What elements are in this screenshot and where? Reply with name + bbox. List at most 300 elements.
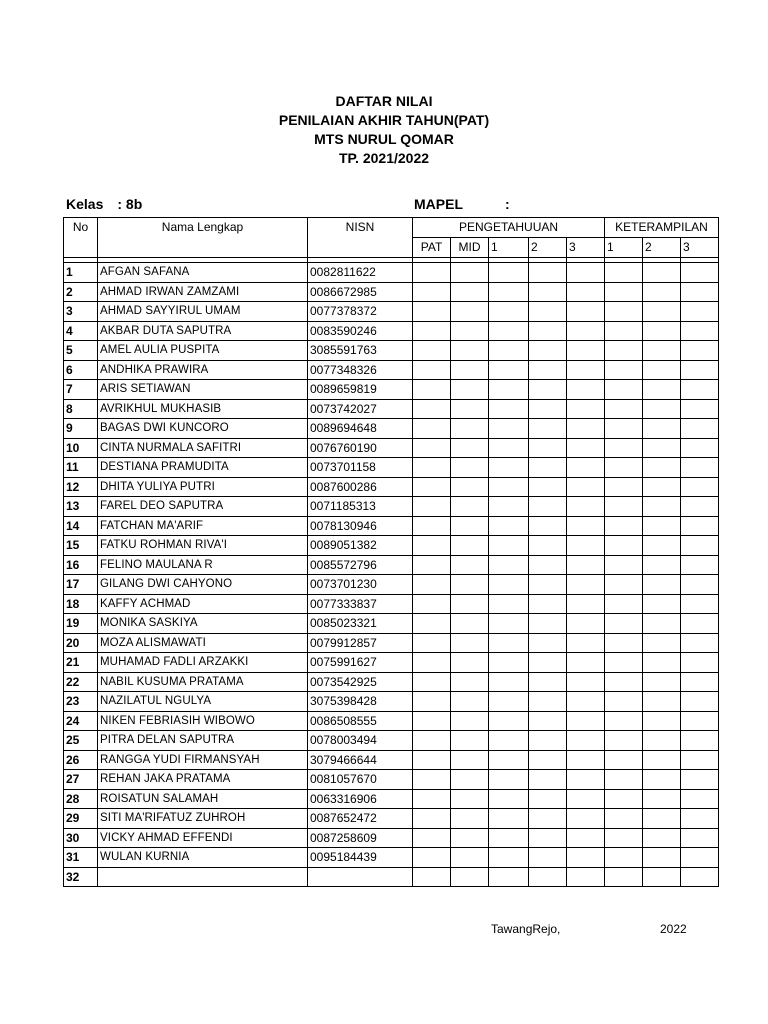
table-row [64,614,719,634]
table-row [64,536,719,556]
grade-k1-cell[interactable] [605,536,643,556]
grade-mid-cell[interactable] [451,477,489,497]
grade-p2-cell[interactable] [529,672,567,692]
grade-p3-cell[interactable] [567,789,605,809]
grade-p2-cell[interactable] [529,594,567,614]
grade-p3-cell[interactable] [567,516,605,536]
grade-k2-cell[interactable] [643,653,681,673]
grade-p3-cell[interactable] [567,360,605,380]
grade-k3-cell[interactable] [681,867,719,887]
student-nisn-cell: 0071185313 [308,497,413,517]
grade-mid-cell[interactable] [451,692,489,712]
grade-p2-cell[interactable] [529,555,567,575]
student-nisn-cell: 0095184439 [308,848,413,868]
grade-p3-cell[interactable] [567,477,605,497]
table-row [64,399,719,419]
grade-p3-cell[interactable] [567,419,605,439]
grade-k1-cell[interactable] [605,302,643,322]
grade-p2-cell[interactable] [529,692,567,712]
table-row [64,809,719,829]
grade-mid-cell[interactable] [451,750,489,770]
grade-p2-cell[interactable] [529,653,567,673]
grade-pat-cell[interactable] [413,692,451,712]
grade-k1-cell[interactable] [605,867,643,887]
grade-p1-cell[interactable] [489,419,529,439]
grade-mid-cell[interactable] [451,653,489,673]
grade-k1-cell[interactable] [605,789,643,809]
grade-p1-cell[interactable] [489,711,529,731]
student-name-cell: MONIKA SASKIYA [98,614,308,634]
grade-k1-cell[interactable] [605,497,643,517]
grade-k2-cell[interactable] [643,711,681,731]
grade-p2-cell[interactable] [529,575,567,595]
grade-p1-cell[interactable] [489,438,529,458]
grade-k2-cell[interactable] [643,731,681,751]
row-number-cell: 22 [64,672,98,692]
grade-k3-cell[interactable] [681,575,719,595]
grade-k1-cell[interactable] [605,614,643,634]
grade-pat-cell[interactable] [413,360,451,380]
student-name-cell: PITRA DELAN SAPUTRA [98,731,308,751]
grade-p2-cell[interactable] [529,341,567,361]
grade-k2-cell[interactable] [643,770,681,790]
grade-k1-cell[interactable] [605,360,643,380]
grade-k3-cell[interactable] [681,477,719,497]
grade-p3-cell[interactable] [567,594,605,614]
student-nisn-cell: 0089051382 [308,536,413,556]
grade-pat-cell[interactable] [413,575,451,595]
grade-mid-cell[interactable] [451,614,489,634]
grade-p1-cell[interactable] [489,477,529,497]
grade-k2-cell[interactable] [643,575,681,595]
grade-mid-cell[interactable] [451,516,489,536]
student-nisn-cell: 0077378372 [308,302,413,322]
grade-p1-cell[interactable] [489,282,529,302]
grade-p1-cell[interactable] [489,731,529,751]
table-row [64,438,719,458]
grade-k3-cell[interactable] [681,770,719,790]
grade-p2-cell[interactable] [529,263,567,283]
grade-mid-cell[interactable] [451,711,489,731]
grade-pat-cell[interactable] [413,282,451,302]
grade-mid-cell[interactable] [451,380,489,400]
grade-mid-cell[interactable] [451,828,489,848]
grade-p2-cell[interactable] [529,282,567,302]
grade-p3-cell[interactable] [567,633,605,653]
grade-k3-cell[interactable] [681,341,719,361]
grade-pat-cell[interactable] [413,672,451,692]
grade-k1-cell[interactable] [605,828,643,848]
grade-k2-cell[interactable] [643,341,681,361]
grade-p2-cell[interactable] [529,789,567,809]
grade-p3-cell[interactable] [567,536,605,556]
grade-k2-cell[interactable] [643,750,681,770]
grade-k2-cell[interactable] [643,380,681,400]
grade-p3-cell[interactable] [567,692,605,712]
grade-k3-cell[interactable] [681,536,719,556]
grade-k2-cell[interactable] [643,536,681,556]
grade-k3-cell[interactable] [681,263,719,283]
grade-k2-cell[interactable] [643,692,681,712]
grade-k1-cell[interactable] [605,711,643,731]
row-number-cell: 27 [64,770,98,790]
grade-pat-cell[interactable] [413,497,451,517]
signature-place: TawangRejo, [491,922,561,936]
grade-p2-cell[interactable] [529,750,567,770]
grade-k3-cell[interactable] [681,692,719,712]
grade-k2-cell[interactable] [643,497,681,517]
grade-k1-cell[interactable] [605,321,643,341]
grade-k3-cell[interactable] [681,653,719,673]
grade-p3-cell[interactable] [567,458,605,478]
grade-k2-cell[interactable] [643,419,681,439]
table-row [64,789,719,809]
grade-p2-cell[interactable] [529,867,567,887]
grade-p3-cell[interactable] [567,809,605,829]
grade-k2-cell[interactable] [643,614,681,634]
grade-pat-cell[interactable] [413,789,451,809]
grade-k1-cell[interactable] [605,380,643,400]
grade-p1-cell[interactable] [489,458,529,478]
grade-mid-cell[interactable] [451,263,489,283]
grade-k3-cell[interactable] [681,750,719,770]
grade-p1-cell[interactable] [489,321,529,341]
row-number-cell: 21 [64,653,98,673]
grade-mid-cell[interactable] [451,594,489,614]
grade-p1-cell[interactable] [489,672,529,692]
grade-pat-cell[interactable] [413,302,451,322]
grade-k1-cell[interactable] [605,731,643,751]
grade-mid-cell[interactable] [451,438,489,458]
grade-k1-cell[interactable] [605,555,643,575]
grade-p2-cell[interactable] [529,848,567,868]
row-number-cell: 13 [64,497,98,517]
grade-k1-cell[interactable] [605,263,643,283]
grade-mid-cell[interactable] [451,555,489,575]
grade-pat-cell[interactable] [413,458,451,478]
grade-p3-cell[interactable] [567,399,605,419]
student-name-cell: BAGAS DWI KUNCORO [98,419,308,439]
student-nisn-cell: 3085591763 [308,341,413,361]
grade-pat-cell[interactable] [413,614,451,634]
grade-mid-cell[interactable] [451,419,489,439]
grade-pat-cell[interactable] [413,828,451,848]
grade-p1-cell[interactable] [489,828,529,848]
grade-p3-cell[interactable] [567,438,605,458]
grade-pat-cell[interactable] [413,653,451,673]
grade-k2-cell[interactable] [643,867,681,887]
grade-p3-cell[interactable] [567,614,605,634]
grade-p1-cell[interactable] [489,555,529,575]
row-number-cell: 9 [64,419,98,439]
grade-p1-cell[interactable] [489,516,529,536]
grade-mid-cell[interactable] [451,789,489,809]
grade-p2-cell[interactable] [529,731,567,751]
grade-p3-cell[interactable] [567,770,605,790]
grade-k2-cell[interactable] [643,828,681,848]
grade-p3-cell[interactable] [567,497,605,517]
grade-pat-cell[interactable] [413,633,451,653]
grade-k1-cell[interactable] [605,633,643,653]
grade-pat-cell[interactable] [413,555,451,575]
grade-p2-cell[interactable] [529,516,567,536]
grade-k3-cell[interactable] [681,380,719,400]
grade-k3-cell[interactable] [681,360,719,380]
grade-k3-cell[interactable] [681,731,719,751]
grade-k1-cell[interactable] [605,809,643,829]
grade-p2-cell[interactable] [529,770,567,790]
student-name-cell: MUHAMAD FADLI ARZAKKI [98,653,308,673]
grade-p2-cell[interactable] [529,321,567,341]
grade-p2-cell[interactable] [529,633,567,653]
grade-p1-cell[interactable] [489,594,529,614]
grade-pat-cell[interactable] [413,594,451,614]
grade-p2-cell[interactable] [529,477,567,497]
grade-k1-cell[interactable] [605,848,643,868]
grade-k2-cell[interactable] [643,360,681,380]
grade-pat-cell[interactable] [413,399,451,419]
title-school-year: TP. 2021/2022 [338,150,430,166]
subject-colon: : [505,196,510,212]
grade-k3-cell[interactable] [681,555,719,575]
grade-p1-cell[interactable] [489,302,529,322]
grade-p3-cell[interactable] [567,672,605,692]
grade-k1-cell[interactable] [605,419,643,439]
signature-year: 2022 [660,922,687,936]
grade-mid-cell[interactable] [451,867,489,887]
grade-pat-cell[interactable] [413,770,451,790]
grade-p1-cell[interactable] [489,633,529,653]
grade-p1-cell[interactable] [489,692,529,712]
student-nisn-cell: 0063316906 [308,789,413,809]
grade-pat-cell[interactable] [413,848,451,868]
grade-k2-cell[interactable] [643,458,681,478]
grade-pat-cell[interactable] [413,516,451,536]
grade-k1-cell[interactable] [605,341,643,361]
grade-p2-cell[interactable] [529,711,567,731]
grade-p1-cell[interactable] [489,360,529,380]
student-nisn-cell: 0086508555 [308,711,413,731]
grade-p1-cell[interactable] [489,380,529,400]
student-nisn-cell: 0086672985 [308,282,413,302]
grade-k2-cell[interactable] [643,263,681,283]
grade-p2-cell[interactable] [529,360,567,380]
grade-p1-cell[interactable] [489,789,529,809]
row-number-cell: 28 [64,789,98,809]
grade-k2-cell[interactable] [643,672,681,692]
student-name-cell: REHAN JAKA PRATAMA [98,770,308,790]
grade-k3-cell[interactable] [681,672,719,692]
grade-p2-cell[interactable] [529,419,567,439]
grade-mid-cell[interactable] [451,848,489,868]
grade-p2-cell[interactable] [529,828,567,848]
grade-k1-cell[interactable] [605,653,643,673]
grade-k1-cell[interactable] [605,672,643,692]
grade-k2-cell[interactable] [643,848,681,868]
grade-p3-cell[interactable] [567,750,605,770]
grade-pat-cell[interactable] [413,809,451,829]
student-name-cell: DHITA YULIYA PUTRI [98,477,308,497]
grade-k3-cell[interactable] [681,848,719,868]
grade-pat-cell[interactable] [413,731,451,751]
student-name-cell: RANGGA YUDI FIRMANSYAH [98,750,308,770]
grade-p1-cell[interactable] [489,867,529,887]
grade-k1-cell[interactable] [605,594,643,614]
table-row [64,263,719,283]
grade-mid-cell[interactable] [451,809,489,829]
grade-p3-cell[interactable] [567,555,605,575]
grade-k3-cell[interactable] [681,419,719,439]
grade-p1-cell[interactable] [489,263,529,283]
grade-k2-cell[interactable] [643,302,681,322]
grade-k2-cell[interactable] [643,789,681,809]
grade-p3-cell[interactable] [567,282,605,302]
subheader-k3: 3 [681,238,719,258]
table-row [64,302,719,322]
grade-k2-cell[interactable] [643,555,681,575]
grade-p3-cell[interactable] [567,263,605,283]
grade-p1-cell[interactable] [489,653,529,673]
grade-k1-cell[interactable] [605,575,643,595]
grade-p2-cell[interactable] [529,497,567,517]
grade-p1-cell[interactable] [489,341,529,361]
grade-k3-cell[interactable] [681,302,719,322]
grade-k3-cell[interactable] [681,594,719,614]
grade-k1-cell[interactable] [605,692,643,712]
grade-k3-cell[interactable] [681,633,719,653]
grade-mid-cell[interactable] [451,360,489,380]
grade-mid-cell[interactable] [451,575,489,595]
grade-k3-cell[interactable] [681,516,719,536]
grade-k2-cell[interactable] [643,633,681,653]
grade-p3-cell[interactable] [567,321,605,341]
grade-k3-cell[interactable] [681,458,719,478]
grade-mid-cell[interactable] [451,633,489,653]
grade-p1-cell[interactable] [489,575,529,595]
grade-k3-cell[interactable] [681,828,719,848]
grade-k1-cell[interactable] [605,516,643,536]
grade-k2-cell[interactable] [643,809,681,829]
grade-p1-cell[interactable] [489,536,529,556]
grade-mid-cell[interactable] [451,321,489,341]
grade-mid-cell[interactable] [451,497,489,517]
grade-k2-cell[interactable] [643,438,681,458]
grade-p3-cell[interactable] [567,302,605,322]
grade-k1-cell[interactable] [605,750,643,770]
subheader-p1: 1 [489,238,529,258]
grade-k1-cell[interactable] [605,477,643,497]
grade-p1-cell[interactable] [489,750,529,770]
student-name-cell: CINTA NURMALA SAFITRI [98,438,308,458]
grade-mid-cell[interactable] [451,731,489,751]
grade-k3-cell[interactable] [681,711,719,731]
grade-p2-cell[interactable] [529,809,567,829]
grades-table [63,217,719,887]
table-row [64,555,719,575]
grade-pat-cell[interactable] [413,867,451,887]
grade-p1-cell[interactable] [489,497,529,517]
grade-mid-cell[interactable] [451,341,489,361]
grade-pat-cell[interactable] [413,341,451,361]
grade-k3-cell[interactable] [681,282,719,302]
grade-p3-cell[interactable] [567,653,605,673]
grade-p2-cell[interactable] [529,438,567,458]
grade-k2-cell[interactable] [643,282,681,302]
grade-pat-cell[interactable] [413,477,451,497]
title-school: MTS NURUL QOMAR [314,131,454,147]
grade-pat-cell[interactable] [413,419,451,439]
grade-k2-cell[interactable] [643,399,681,419]
grade-p3-cell[interactable] [567,341,605,361]
student-name-cell: AHMAD IRWAN ZAMZAMI [98,282,308,302]
grade-pat-cell[interactable] [413,750,451,770]
grade-pat-cell[interactable] [413,263,451,283]
grade-k1-cell[interactable] [605,438,643,458]
grade-mid-cell[interactable] [451,458,489,478]
grade-p3-cell[interactable] [567,867,605,887]
grade-mid-cell[interactable] [451,399,489,419]
row-number-cell: 15 [64,536,98,556]
grade-p1-cell[interactable] [489,848,529,868]
grade-pat-cell[interactable] [413,321,451,341]
grade-p3-cell[interactable] [567,711,605,731]
grade-p1-cell[interactable] [489,614,529,634]
grade-k1-cell[interactable] [605,770,643,790]
grade-k3-cell[interactable] [681,321,719,341]
table-row [64,653,719,673]
grade-p3-cell[interactable] [567,828,605,848]
grade-k3-cell[interactable] [681,497,719,517]
grade-k3-cell[interactable] [681,809,719,829]
grade-pat-cell[interactable] [413,711,451,731]
grade-k1-cell[interactable] [605,282,643,302]
grade-p2-cell[interactable] [529,302,567,322]
student-nisn-cell: 0073701230 [308,575,413,595]
grade-pat-cell[interactable] [413,380,451,400]
grade-p3-cell[interactable] [567,575,605,595]
grade-mid-cell[interactable] [451,282,489,302]
grade-mid-cell[interactable] [451,770,489,790]
grade-k2-cell[interactable] [643,516,681,536]
grade-k1-cell[interactable] [605,458,643,478]
grade-p2-cell[interactable] [529,614,567,634]
grade-p3-cell[interactable] [567,380,605,400]
grade-k1-cell[interactable] [605,399,643,419]
grade-k2-cell[interactable] [643,321,681,341]
header-no: No [64,218,98,258]
grade-mid-cell[interactable] [451,672,489,692]
grade-k3-cell[interactable] [681,399,719,419]
grade-p1-cell[interactable] [489,770,529,790]
grade-p1-cell[interactable] [489,809,529,829]
grade-p2-cell[interactable] [529,380,567,400]
grade-p2-cell[interactable] [529,458,567,478]
grade-k2-cell[interactable] [643,594,681,614]
grade-mid-cell[interactable] [451,302,489,322]
grade-k3-cell[interactable] [681,438,719,458]
grade-k3-cell[interactable] [681,789,719,809]
grade-p3-cell[interactable] [567,731,605,751]
grade-p1-cell[interactable] [489,399,529,419]
grade-mid-cell[interactable] [451,536,489,556]
grade-k3-cell[interactable] [681,614,719,634]
grade-p2-cell[interactable] [529,399,567,419]
grade-pat-cell[interactable] [413,438,451,458]
grade-pat-cell[interactable] [413,536,451,556]
grade-p3-cell[interactable] [567,848,605,868]
grade-k2-cell[interactable] [643,477,681,497]
grade-p2-cell[interactable] [529,536,567,556]
